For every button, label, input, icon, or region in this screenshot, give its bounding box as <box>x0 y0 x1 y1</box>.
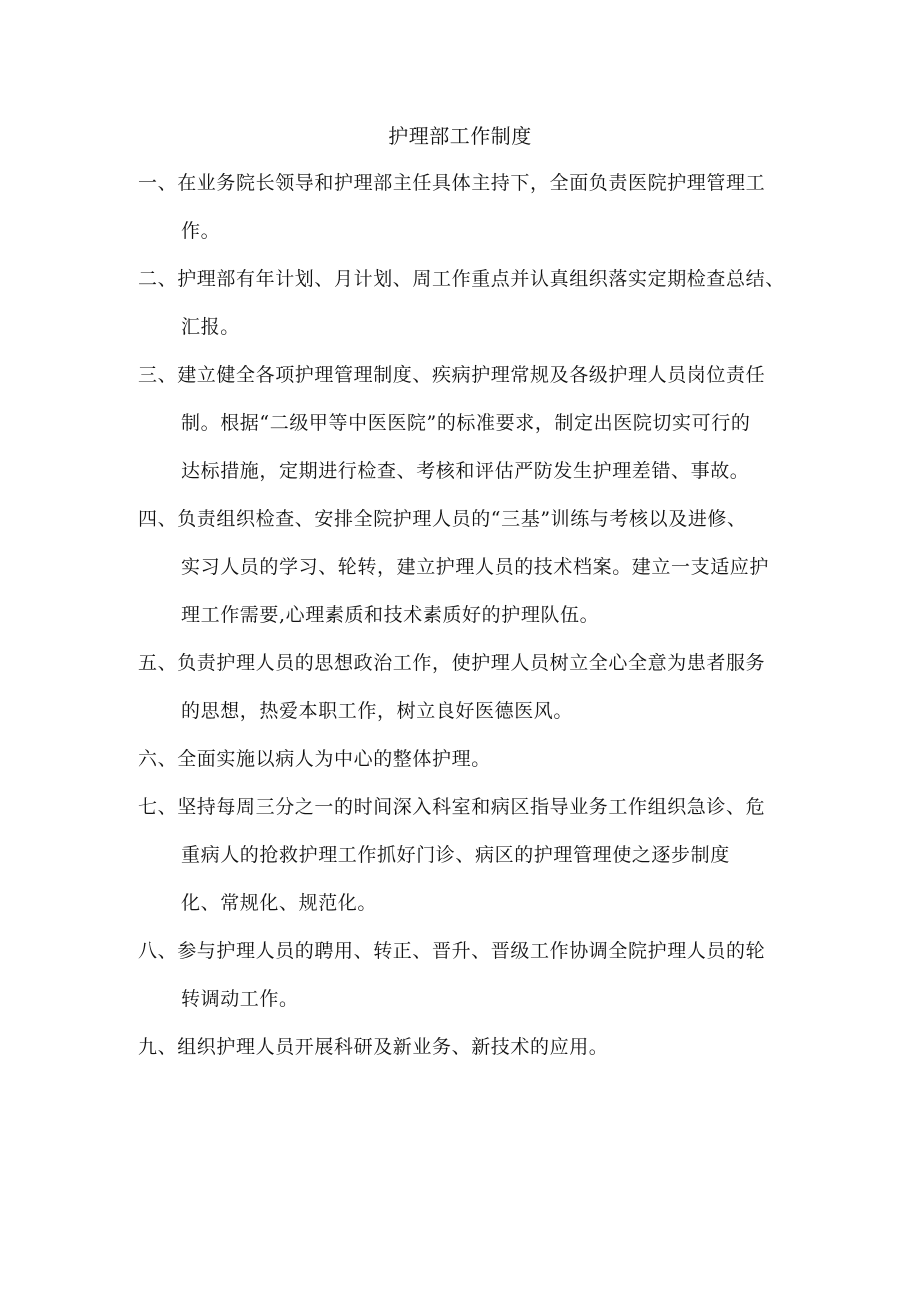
item-7-line-3: 化、常规化、规范化。 <box>181 892 378 914</box>
item-8-line-2: 转调动工作。 <box>181 988 299 1010</box>
item-5-first-line <box>138 649 765 677</box>
item-4-line-3: 理工作需要,心理素质和技术素质好的护理队伍。 <box>181 604 600 626</box>
item-6-first-line <box>138 745 491 773</box>
item-6-number: 六、 <box>138 748 178 770</box>
item-3-line-2: 制。根据“二级甲等中医医院”的标准要求，制定出医院切实可行的 <box>181 412 751 434</box>
item-9-number: 九、 <box>138 1036 178 1058</box>
item-4-line-2: 实习人员的学习、轮转，建立护理人员的技术档案。建立一支适应护 <box>181 556 770 578</box>
item-2-line-1: 护理部有年计划、月计划、周工作重点并认真组织落实定期检查总结、 <box>177 268 785 290</box>
item-3-number: 三、 <box>138 364 178 386</box>
item-3-first-line <box>138 361 765 389</box>
item-8-first-line <box>138 937 765 965</box>
item-4-number: 四、 <box>138 508 178 530</box>
item-2-line-2: 汇报。 <box>181 316 240 338</box>
item-1-number: 一、 <box>138 172 178 194</box>
document-title: 护理部工作制度 <box>388 124 532 148</box>
item-1-line-1: 在业务院长领导和护理部主任具体主持下，全面负责医院护理管理工 <box>177 172 766 194</box>
item-7-number: 七、 <box>138 796 178 818</box>
item-1-line-2: 作。 <box>181 220 221 242</box>
item-5-line-2: 的思想，热爱本职工作，树立良好医德医风。 <box>181 700 574 722</box>
item-8-number: 八、 <box>138 940 178 962</box>
item-4-first-line <box>138 505 747 533</box>
item-7-line-1: 坚持每周三分之一的时间深入科室和病区指导业务工作组织急诊、危 <box>177 796 766 818</box>
item-7-first-line <box>138 793 765 821</box>
item-3-line-1: 建立健全各项护理管理制度、疾病护理常规及各级护理人员岗位责任 <box>177 364 766 386</box>
item-5-line-1: 负责护理人员的思想政治工作，使护理人员树立全心全意为患者服务 <box>177 652 766 674</box>
item-9-line-1: 组织护理人员开展科研及新业务、新技术的应用。 <box>177 1036 609 1058</box>
item-3-line-3: 达标措施，定期进行检查、考核和评估严防发生护理差错、事故。 <box>181 460 750 482</box>
item-6-line-1: 全面实施以病人为中心的整体护理。 <box>177 748 491 770</box>
item-9-first-line <box>138 1033 608 1061</box>
item-5-number: 五、 <box>138 652 178 674</box>
item-7-line-2: 重病人的抢救护理工作抓好门诊、病区的护理管理使之逐步制度 <box>181 844 730 866</box>
item-2-number: 二、 <box>138 268 178 290</box>
item-8-line-1: 参与护理人员的聘用、转正、晋升、晋级工作协调全院护理人员的轮 <box>177 940 766 962</box>
item-2-first-line <box>138 265 785 293</box>
item-4-line-1: 负责组织检查、安排全院护理人员的“三基”训练与考核以及进修、 <box>177 508 747 530</box>
item-1-first-line <box>138 169 765 197</box>
